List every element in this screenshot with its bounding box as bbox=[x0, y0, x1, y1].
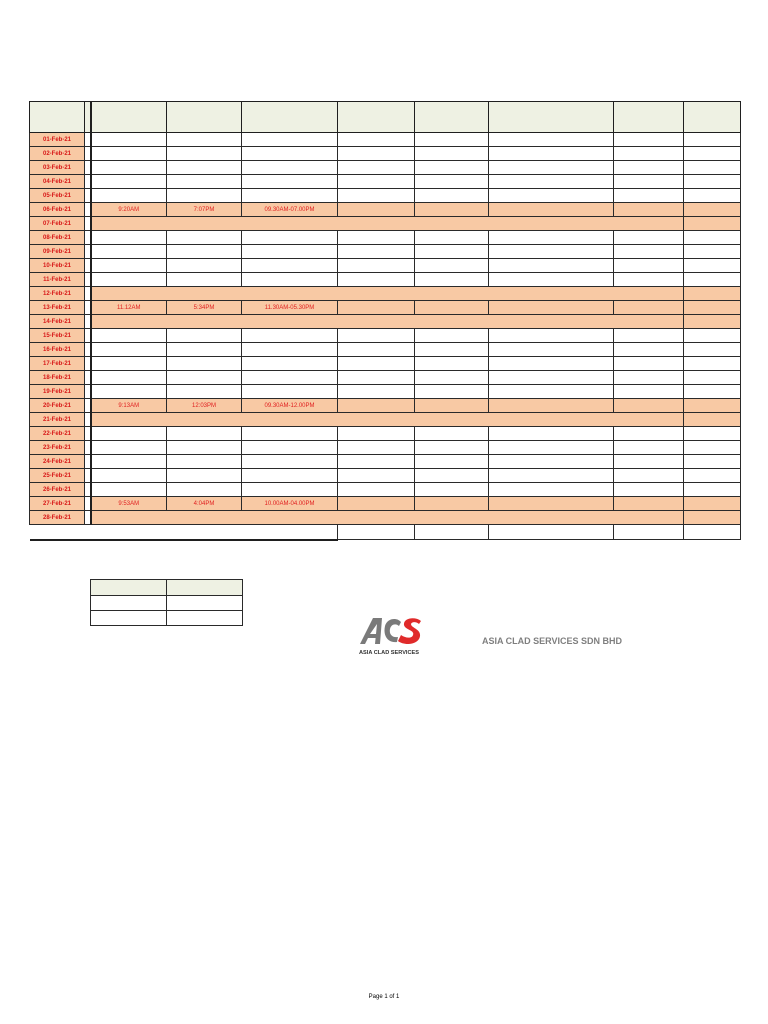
cell bbox=[614, 301, 684, 315]
cell bbox=[684, 147, 741, 161]
cell bbox=[489, 273, 614, 287]
cell bbox=[614, 231, 684, 245]
table-row bbox=[30, 133, 741, 147]
cell bbox=[684, 217, 741, 231]
time-out-cell bbox=[167, 483, 242, 497]
summary-cell bbox=[167, 611, 243, 626]
cell bbox=[684, 413, 741, 427]
shift-cell bbox=[242, 441, 338, 455]
table-row bbox=[30, 217, 741, 231]
cell bbox=[338, 189, 415, 203]
cell bbox=[684, 245, 741, 259]
cell bbox=[415, 147, 489, 161]
header-row bbox=[30, 102, 741, 133]
cell bbox=[684, 385, 741, 399]
total-cell bbox=[489, 525, 614, 540]
shift-cell bbox=[242, 133, 338, 147]
cell bbox=[684, 469, 741, 483]
date-cell: 17-Feb-21 bbox=[30, 357, 85, 371]
cell bbox=[684, 511, 741, 525]
table-row bbox=[30, 343, 741, 357]
cell bbox=[489, 189, 614, 203]
shift-cell bbox=[242, 259, 338, 273]
cell bbox=[489, 245, 614, 259]
header-cell bbox=[91, 102, 167, 133]
time-out-cell bbox=[167, 427, 242, 441]
time-out-cell bbox=[167, 469, 242, 483]
cell bbox=[415, 175, 489, 189]
time-out-cell bbox=[167, 245, 242, 259]
time-in-cell bbox=[91, 427, 167, 441]
cell bbox=[415, 329, 489, 343]
summary-row bbox=[91, 611, 243, 626]
cell bbox=[415, 259, 489, 273]
cell bbox=[338, 371, 415, 385]
cell bbox=[338, 133, 415, 147]
cell bbox=[614, 399, 684, 413]
total-cell bbox=[684, 525, 741, 540]
time-out-cell: 5:34PM bbox=[167, 301, 242, 315]
cell bbox=[415, 189, 489, 203]
cell bbox=[614, 273, 684, 287]
table-row bbox=[30, 287, 741, 301]
time-out-cell bbox=[167, 147, 242, 161]
date-cell: 08-Feb-21 bbox=[30, 231, 85, 245]
cell bbox=[614, 455, 684, 469]
cell bbox=[684, 343, 741, 357]
shift-cell bbox=[242, 329, 338, 343]
date-cell: 13-Feb-21 bbox=[30, 301, 85, 315]
cell bbox=[489, 133, 614, 147]
cell bbox=[415, 399, 489, 413]
shift-cell: 11.30AM-05.30PM bbox=[242, 301, 338, 315]
cell bbox=[684, 273, 741, 287]
cell bbox=[415, 371, 489, 385]
cell bbox=[489, 483, 614, 497]
date-cell: 26-Feb-21 bbox=[30, 483, 85, 497]
cell bbox=[338, 203, 415, 217]
cell bbox=[684, 189, 741, 203]
table-row bbox=[30, 175, 741, 189]
cell bbox=[614, 189, 684, 203]
date-cell: 06-Feb-21 bbox=[30, 203, 85, 217]
table-row bbox=[30, 301, 741, 315]
cell bbox=[415, 385, 489, 399]
summary-cell bbox=[91, 611, 167, 626]
table-row bbox=[30, 399, 741, 413]
cell bbox=[614, 483, 684, 497]
cell bbox=[489, 343, 614, 357]
cell bbox=[415, 203, 489, 217]
page-footer: Page 1 of 1 bbox=[368, 994, 400, 1000]
time-in-cell bbox=[91, 259, 167, 273]
time-out-cell bbox=[167, 231, 242, 245]
cell bbox=[489, 203, 614, 217]
cell bbox=[338, 245, 415, 259]
table-row bbox=[30, 469, 741, 483]
table-row bbox=[30, 315, 741, 329]
cell bbox=[338, 399, 415, 413]
total-cell bbox=[338, 525, 415, 540]
summary-table bbox=[90, 579, 243, 626]
cell bbox=[489, 231, 614, 245]
summary-header-cell bbox=[91, 580, 167, 596]
cell bbox=[684, 301, 741, 315]
date-cell: 02-Feb-21 bbox=[30, 147, 85, 161]
cell bbox=[338, 343, 415, 357]
cell bbox=[338, 357, 415, 371]
cell bbox=[338, 441, 415, 455]
time-out-cell bbox=[167, 175, 242, 189]
date-cell: 24-Feb-21 bbox=[30, 455, 85, 469]
cell bbox=[338, 497, 415, 511]
table-row bbox=[30, 329, 741, 343]
cell bbox=[338, 161, 415, 175]
cell bbox=[415, 469, 489, 483]
table-row bbox=[30, 189, 741, 203]
time-out-cell bbox=[167, 371, 242, 385]
attendance-sheet bbox=[29, 101, 741, 541]
summary-header-cell bbox=[167, 580, 243, 596]
table-row bbox=[30, 231, 741, 245]
table-row bbox=[30, 357, 741, 371]
cell bbox=[684, 497, 741, 511]
cell bbox=[684, 259, 741, 273]
date-cell: 15-Feb-21 bbox=[30, 329, 85, 343]
time-in-cell: 9:13AM bbox=[91, 399, 167, 413]
cell bbox=[489, 161, 614, 175]
cell bbox=[684, 203, 741, 217]
cell bbox=[489, 259, 614, 273]
time-in-cell bbox=[91, 273, 167, 287]
date-cell: 19-Feb-21 bbox=[30, 385, 85, 399]
cell bbox=[684, 483, 741, 497]
acs-logo bbox=[357, 614, 427, 658]
date-cell: 21-Feb-21 bbox=[30, 413, 85, 427]
shift-cell: 09.30AM-07.00PM bbox=[242, 203, 338, 217]
cell bbox=[338, 301, 415, 315]
shift-cell bbox=[242, 161, 338, 175]
shift-cell bbox=[242, 427, 338, 441]
cell bbox=[415, 427, 489, 441]
time-out-cell: 4:04PM bbox=[167, 497, 242, 511]
table-row bbox=[30, 427, 741, 441]
date-cell: 01-Feb-21 bbox=[30, 133, 85, 147]
cell bbox=[338, 259, 415, 273]
time-out-cell bbox=[167, 343, 242, 357]
summary-cell bbox=[167, 596, 243, 611]
cell bbox=[684, 329, 741, 343]
cell bbox=[415, 231, 489, 245]
time-in-cell bbox=[91, 189, 167, 203]
cell bbox=[415, 301, 489, 315]
company-name: ASIA CLAD SERVICES SDN BHD bbox=[482, 636, 623, 646]
table-row bbox=[30, 245, 741, 259]
date-cell: 07-Feb-21 bbox=[30, 217, 85, 231]
cell bbox=[614, 385, 684, 399]
cell bbox=[489, 385, 614, 399]
cell bbox=[684, 231, 741, 245]
cell bbox=[489, 469, 614, 483]
shift-cell bbox=[242, 469, 338, 483]
table-row bbox=[30, 147, 741, 161]
off-day-band bbox=[91, 287, 684, 301]
time-in-cell bbox=[91, 343, 167, 357]
shift-cell bbox=[242, 343, 338, 357]
shift-cell bbox=[242, 231, 338, 245]
time-out-cell bbox=[167, 259, 242, 273]
time-in-cell bbox=[91, 455, 167, 469]
summary-cell bbox=[91, 596, 167, 611]
table-row bbox=[30, 371, 741, 385]
cell bbox=[614, 133, 684, 147]
header-cell bbox=[338, 102, 415, 133]
cell bbox=[338, 175, 415, 189]
date-cell: 18-Feb-21 bbox=[30, 371, 85, 385]
time-in-cell bbox=[91, 175, 167, 189]
time-out-cell bbox=[167, 329, 242, 343]
cell bbox=[415, 497, 489, 511]
table-row bbox=[30, 385, 741, 399]
cell bbox=[338, 385, 415, 399]
cell bbox=[489, 441, 614, 455]
summary-header-row bbox=[91, 580, 243, 596]
cell bbox=[614, 147, 684, 161]
cell bbox=[489, 175, 614, 189]
time-in-cell bbox=[91, 385, 167, 399]
shift-cell bbox=[242, 483, 338, 497]
time-out-cell bbox=[167, 385, 242, 399]
cell bbox=[614, 203, 684, 217]
cell bbox=[614, 175, 684, 189]
cell bbox=[614, 357, 684, 371]
cell bbox=[614, 371, 684, 385]
cell bbox=[489, 371, 614, 385]
svg-text:ASIA CLAD SERVICES: ASIA CLAD SERVICES bbox=[359, 650, 419, 656]
time-in-cell bbox=[91, 133, 167, 147]
shift-cell bbox=[242, 147, 338, 161]
total-cell bbox=[415, 525, 489, 540]
date-cell: 03-Feb-21 bbox=[30, 161, 85, 175]
time-in-cell: 11.12AM bbox=[91, 301, 167, 315]
table-row bbox=[30, 497, 741, 511]
date-cell: 23-Feb-21 bbox=[30, 441, 85, 455]
shift-cell: 09.30AM-12.00PM bbox=[242, 399, 338, 413]
cell bbox=[415, 245, 489, 259]
date-cell: 25-Feb-21 bbox=[30, 469, 85, 483]
time-in-cell bbox=[91, 483, 167, 497]
time-out-cell bbox=[167, 133, 242, 147]
table-row bbox=[30, 161, 741, 175]
time-in-cell bbox=[91, 161, 167, 175]
shift-cell bbox=[242, 245, 338, 259]
cell bbox=[614, 427, 684, 441]
table-row bbox=[30, 441, 741, 455]
cell bbox=[415, 357, 489, 371]
time-out-cell: 12:03PM bbox=[167, 399, 242, 413]
shift-cell bbox=[242, 189, 338, 203]
cell bbox=[415, 483, 489, 497]
cell bbox=[489, 301, 614, 315]
cell bbox=[684, 441, 741, 455]
off-day-band bbox=[91, 315, 684, 329]
cell bbox=[684, 455, 741, 469]
cell bbox=[614, 343, 684, 357]
date-cell: 28-Feb-21 bbox=[30, 511, 85, 525]
shift-cell: 10.00AM-04.00PM bbox=[242, 497, 338, 511]
time-in-cell bbox=[91, 245, 167, 259]
cell bbox=[489, 357, 614, 371]
cell bbox=[684, 427, 741, 441]
time-in-cell bbox=[91, 357, 167, 371]
total-blank bbox=[30, 525, 338, 540]
cell bbox=[489, 427, 614, 441]
header-cell bbox=[30, 102, 85, 133]
off-day-band bbox=[91, 217, 684, 231]
shift-cell bbox=[242, 385, 338, 399]
cell bbox=[489, 455, 614, 469]
cell bbox=[415, 441, 489, 455]
cell bbox=[684, 175, 741, 189]
cell bbox=[684, 399, 741, 413]
cell bbox=[614, 469, 684, 483]
total-cell bbox=[614, 525, 684, 540]
header-cell bbox=[684, 102, 741, 133]
cell bbox=[684, 315, 741, 329]
off-day-band bbox=[91, 511, 684, 525]
date-cell: 10-Feb-21 bbox=[30, 259, 85, 273]
date-cell: 12-Feb-21 bbox=[30, 287, 85, 301]
summary-row bbox=[91, 596, 243, 611]
cell bbox=[338, 329, 415, 343]
date-cell: 16-Feb-21 bbox=[30, 343, 85, 357]
cell bbox=[415, 343, 489, 357]
cell bbox=[489, 329, 614, 343]
time-out-cell bbox=[167, 161, 242, 175]
cell bbox=[614, 161, 684, 175]
cell bbox=[489, 399, 614, 413]
off-day-band bbox=[91, 413, 684, 427]
time-out-cell: 7:07PM bbox=[167, 203, 242, 217]
cell bbox=[614, 245, 684, 259]
cell bbox=[338, 231, 415, 245]
time-out-cell bbox=[167, 273, 242, 287]
cell bbox=[489, 147, 614, 161]
table-row bbox=[30, 273, 741, 287]
total-row bbox=[30, 525, 741, 540]
cell bbox=[614, 497, 684, 511]
time-in-cell: 9:53AM bbox=[91, 497, 167, 511]
date-cell: 27-Feb-21 bbox=[30, 497, 85, 511]
cell bbox=[415, 133, 489, 147]
shift-cell bbox=[242, 175, 338, 189]
cell bbox=[415, 273, 489, 287]
table-row bbox=[30, 413, 741, 427]
header-cell bbox=[489, 102, 614, 133]
cell bbox=[684, 357, 741, 371]
time-out-cell bbox=[167, 357, 242, 371]
shift-cell bbox=[242, 273, 338, 287]
header-cell bbox=[242, 102, 338, 133]
cell bbox=[684, 371, 741, 385]
cell bbox=[338, 483, 415, 497]
cell bbox=[684, 161, 741, 175]
table-row bbox=[30, 511, 741, 525]
time-in-cell bbox=[91, 329, 167, 343]
time-in-cell: 9:20AM bbox=[91, 203, 167, 217]
cell bbox=[338, 455, 415, 469]
time-in-cell bbox=[91, 469, 167, 483]
header-cell bbox=[415, 102, 489, 133]
table-row bbox=[30, 259, 741, 273]
time-in-cell bbox=[91, 147, 167, 161]
shift-cell bbox=[242, 455, 338, 469]
shift-cell bbox=[242, 357, 338, 371]
cell bbox=[614, 329, 684, 343]
cell bbox=[338, 147, 415, 161]
time-in-cell bbox=[91, 441, 167, 455]
table-row bbox=[30, 483, 741, 497]
cell bbox=[614, 441, 684, 455]
cell bbox=[614, 259, 684, 273]
cell bbox=[338, 427, 415, 441]
cell bbox=[415, 455, 489, 469]
cell bbox=[338, 469, 415, 483]
header-cell bbox=[614, 102, 684, 133]
date-cell: 05-Feb-21 bbox=[30, 189, 85, 203]
date-cell: 09-Feb-21 bbox=[30, 245, 85, 259]
cell bbox=[684, 133, 741, 147]
date-cell: 20-Feb-21 bbox=[30, 399, 85, 413]
time-out-cell bbox=[167, 455, 242, 469]
table-row bbox=[30, 203, 741, 217]
time-out-cell bbox=[167, 189, 242, 203]
cell bbox=[684, 287, 741, 301]
table-row bbox=[30, 455, 741, 469]
shift-cell bbox=[242, 371, 338, 385]
date-cell: 04-Feb-21 bbox=[30, 175, 85, 189]
time-out-cell bbox=[167, 441, 242, 455]
cell bbox=[489, 497, 614, 511]
header-cell bbox=[167, 102, 242, 133]
cell bbox=[415, 161, 489, 175]
date-cell: 14-Feb-21 bbox=[30, 315, 85, 329]
time-in-cell bbox=[91, 371, 167, 385]
date-cell: 11-Feb-21 bbox=[30, 273, 85, 287]
time-in-cell bbox=[91, 231, 167, 245]
date-cell: 22-Feb-21 bbox=[30, 427, 85, 441]
cell bbox=[338, 273, 415, 287]
